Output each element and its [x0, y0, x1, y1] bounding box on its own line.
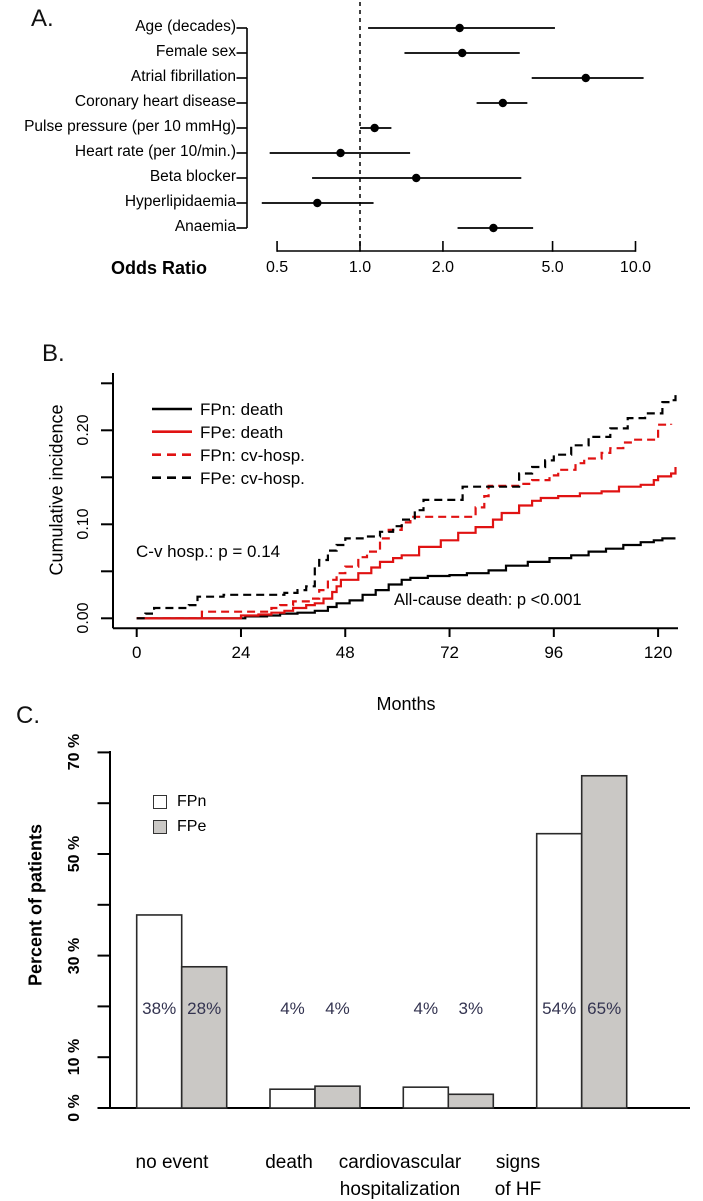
- bar-fpe-1: [315, 1086, 360, 1108]
- or-point-4: [370, 124, 378, 132]
- row-label-0: Age (decades): [135, 18, 236, 35]
- bar-value-label-fpn-3: 54%: [542, 999, 577, 1018]
- legend-label-fpn-death: FPn: death: [200, 400, 284, 419]
- bar-fpe-2: [448, 1094, 493, 1108]
- x-tick-label-b-2: 48: [335, 643, 355, 662]
- category-label-1-line-0: death: [265, 1152, 313, 1173]
- y-tick-label-b-1: 0.10: [75, 508, 92, 540]
- legend-label-fpn-cvhosp: FPn: cv-hosp.: [200, 445, 305, 465]
- bar-value-label-fpe-2: 3%: [458, 999, 484, 1018]
- y-tick-label-c-0: 0 %: [66, 1094, 83, 1122]
- or-point-7: [313, 199, 321, 207]
- x-tick-label-b-4: 96: [544, 643, 564, 662]
- x-tick-label-a-1: 1.0: [348, 259, 372, 276]
- legend-label-fpe-death: FPe: death: [200, 422, 284, 442]
- or-point-0: [455, 24, 463, 32]
- bar-value-label-fpn-0: 38%: [142, 999, 177, 1018]
- category-label-0-line-0: no event: [135, 1152, 209, 1173]
- row-label-4: Pulse pressure (per 10 mmHg): [24, 118, 236, 135]
- annotation-cv-hosp-pvalue: C-v hosp.: p = 0.14: [136, 542, 281, 561]
- legend-label-fpe-cvhosp: FPe: cv-hosp.: [200, 468, 305, 488]
- y-tick-label-c-4: 70 %: [66, 734, 83, 771]
- row-label-5: Heart rate (per 10/min.): [74, 143, 236, 160]
- or-point-1: [458, 49, 466, 57]
- x-tick-label-a-4: 10.0: [619, 259, 652, 276]
- panel-c-letter: C.: [16, 702, 40, 729]
- panel-b-letter: B.: [42, 340, 65, 367]
- row-label-3: Coronary heart disease: [74, 93, 236, 110]
- y-tick-label-c-1: 10 %: [66, 1038, 83, 1076]
- or-point-2: [582, 74, 590, 82]
- panel-a-forest-plot: [0, 0, 703, 310]
- panel-a-letter: A.: [31, 5, 54, 32]
- bar-chart-canvas: [0, 700, 703, 1199]
- x-tick-label-b-3: 72: [440, 643, 459, 662]
- bar-value-label-fpn-2: 4%: [413, 999, 439, 1018]
- y-tick-label-c-3: 50 %: [66, 835, 83, 873]
- row-label-8: Anaemia: [174, 218, 236, 235]
- y-tick-label-b-0: 0.00: [75, 602, 92, 634]
- row-label-1: Female sex: [155, 43, 236, 60]
- annotation-all-cause-pvalue: All-cause death: p <0.001: [394, 591, 582, 609]
- bar-value-label-fpe-0: 28%: [187, 999, 222, 1018]
- category-label-2-line-1: hospitalization: [339, 1179, 461, 1200]
- y-tick-label-c-2: 30 %: [66, 937, 83, 974]
- legend-swatch-fpn: [153, 795, 167, 809]
- odds-ratio-axis-title: Odds Ratio: [110, 258, 207, 278]
- x-tick-label-b-0: 0: [131, 643, 142, 662]
- panel-c-bar-chart: [0, 700, 703, 1199]
- row-label-2: Atrial fibrillation: [130, 68, 236, 85]
- legend-label-fpe: FPe: [177, 818, 207, 835]
- incidence-plot-canvas: [0, 330, 703, 730]
- y-tick-label-b-2: 0.20: [75, 414, 92, 446]
- bar-value-label-fpe-1: 4%: [325, 999, 350, 1018]
- or-point-6: [412, 174, 420, 182]
- category-label-3-line-1: of HF: [494, 1179, 542, 1200]
- row-label-7: Hyperlipidaemia: [124, 193, 236, 210]
- row-label-6: Beta blocker: [149, 168, 236, 185]
- bar-value-label-fpe-3: 65%: [587, 999, 622, 1018]
- bar-fpe-3: [582, 776, 627, 1108]
- bar-fpe-0: [182, 967, 227, 1108]
- x-tick-label-b-1: 24: [231, 643, 251, 662]
- bar-fpn-3: [537, 834, 582, 1108]
- y-axis-title-c: Percent of patients: [25, 823, 46, 987]
- x-tick-label-a-3: 5.0: [541, 259, 564, 276]
- y-axis-title-b: Cumulative incidence: [46, 404, 67, 576]
- x-axis-title-b: Months: [376, 694, 436, 714]
- or-point-5: [336, 149, 344, 157]
- category-label-2-line-0: cardiovascular: [338, 1152, 462, 1173]
- or-point-8: [489, 224, 497, 232]
- category-label-3-line-0: signs: [495, 1152, 541, 1173]
- bar-value-label-fpn-1: 4%: [280, 999, 305, 1018]
- or-point-3: [499, 99, 507, 107]
- bar-fpn-1: [270, 1089, 315, 1108]
- x-tick-label-a-2: 2.0: [431, 259, 455, 276]
- legend-swatch-fpe: [153, 820, 167, 834]
- x-tick-label-b-5: 120: [643, 643, 673, 662]
- bar-fpn-2: [403, 1087, 448, 1108]
- legend-label-fpn: FPn: [177, 793, 207, 810]
- panel-b-cumulative-incidence: [0, 330, 703, 730]
- x-tick-label-a-0: 0.5: [265, 259, 289, 276]
